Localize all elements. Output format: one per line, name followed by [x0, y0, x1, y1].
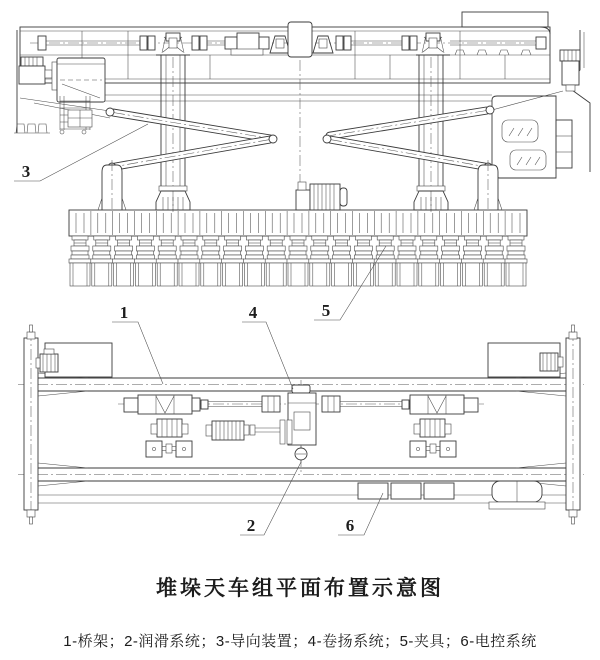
- guide-arm-left-upper: [109, 109, 274, 143]
- gripper-unit: [178, 211, 200, 286]
- lubrication-point: [295, 446, 307, 463]
- right-motor: [560, 50, 580, 91]
- center-housing: [288, 22, 312, 57]
- callout-5-number: 5: [321, 301, 331, 320]
- gripper-unit: [265, 211, 287, 286]
- bearing-pedestal: [156, 33, 190, 55]
- gripper-unit: [331, 211, 353, 286]
- bearing-pedestal: [416, 33, 450, 55]
- gripper-unit: [352, 211, 374, 286]
- figure-title: 堆垛天车组平面布置示意图: [156, 577, 444, 600]
- gripper-beam: [69, 210, 527, 236]
- gripper-unit: [69, 211, 91, 286]
- gripper-unit: [243, 211, 265, 286]
- callout-2-number: 2: [246, 516, 256, 535]
- gripper-unit: [374, 211, 396, 286]
- gripper-unit: [200, 211, 222, 286]
- gripper-unit: [418, 211, 440, 286]
- control-box: [391, 483, 421, 499]
- platform-box-left: [36, 343, 112, 377]
- end-beam-left: [24, 325, 38, 524]
- gripper-unit: [396, 211, 418, 286]
- carriage-left: [146, 441, 192, 457]
- callout-6-number: 6: [345, 516, 355, 535]
- callout-3: [14, 124, 148, 181]
- beam-motor: [296, 182, 347, 210]
- sheave-block-right: [414, 419, 451, 437]
- plan-view: [18, 325, 584, 524]
- guide-post-left: [98, 160, 126, 212]
- gripper-unit: [91, 211, 113, 286]
- winch-system: [118, 380, 484, 472]
- gripper-unit: [156, 211, 178, 286]
- guide-arm-left-lower: [111, 136, 274, 171]
- platform-box-right: [488, 343, 563, 377]
- gripper-unit: [222, 211, 244, 286]
- right-end-block: [492, 30, 590, 178]
- gripper-unit: [287, 211, 309, 286]
- guide-arm-right-upper: [326, 107, 491, 140]
- coupling-left: [262, 396, 280, 412]
- sheave-block-left: [151, 419, 188, 437]
- gripper-unit: [483, 211, 505, 286]
- callout-1: [112, 303, 163, 384]
- control-cabinet: [489, 481, 545, 509]
- rope-drum-right: [402, 395, 478, 414]
- control-box: [424, 483, 454, 499]
- gripper-unit: [505, 211, 527, 286]
- left-motor: [19, 57, 57, 90]
- electric-control-system: [358, 481, 545, 509]
- column-right: [414, 55, 448, 212]
- callout-3-number: 3: [21, 162, 31, 181]
- callout-2: [240, 462, 301, 535]
- control-box: [358, 483, 388, 499]
- gear-reducer: [225, 33, 269, 55]
- gripper-unit: [309, 211, 331, 286]
- callout-1-number: 1: [119, 303, 129, 322]
- gripper-unit: [461, 211, 483, 286]
- guide-arm-right-lower: [326, 136, 489, 171]
- end-beam-right: [566, 325, 580, 524]
- column-left: [156, 55, 190, 212]
- hoist-motor: [206, 420, 292, 444]
- cabinet-box: [57, 58, 105, 102]
- rope-drum-left: [124, 395, 208, 414]
- gripper-unit: [113, 211, 135, 286]
- coupling-right: [322, 396, 340, 412]
- gripper-unit: [440, 211, 462, 286]
- grippers: [69, 211, 527, 286]
- figure-legend: 1-桥架；2-润滑系统；3-导向装置；4-卷扬系统；5-夹具；6-电控系统: [63, 633, 537, 650]
- guide-post-right: [474, 160, 502, 212]
- carriage-right: [410, 441, 456, 457]
- shaft-coupling: [140, 36, 147, 50]
- gripper-unit: [134, 211, 156, 286]
- girder-top-box: [462, 12, 548, 27]
- left-end-assembly: [14, 30, 110, 134]
- callout-4-number: 4: [248, 303, 258, 322]
- callout-4: [242, 303, 293, 389]
